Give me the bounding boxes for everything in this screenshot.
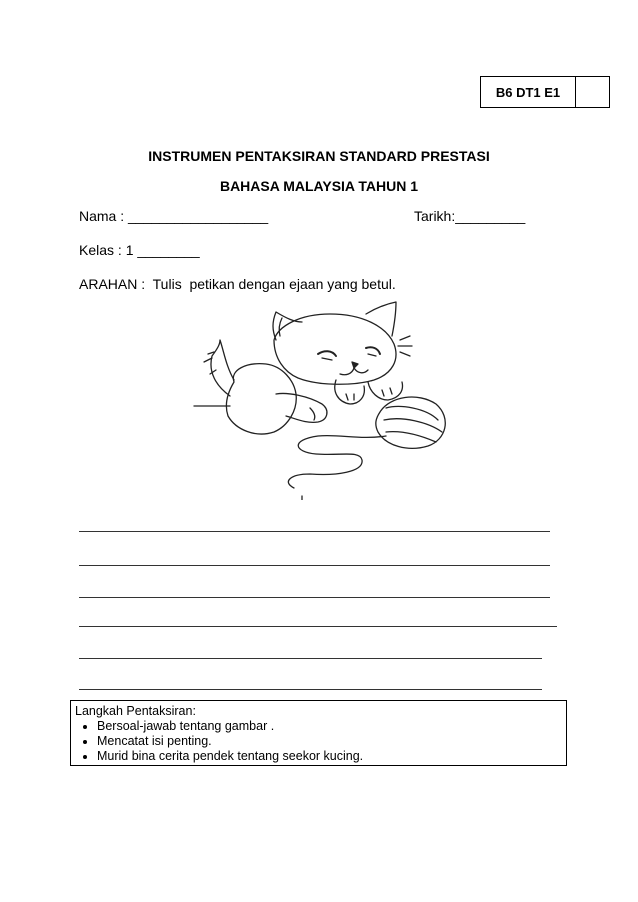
class-field: Kelas : 1 ________ (79, 242, 200, 258)
kitten-with-yarn-illustration (190, 300, 452, 500)
assessment-steps-box (70, 700, 567, 766)
instruction-text: ARAHAN : Tulis petikan dengan ejaan yang betul. (79, 276, 396, 292)
document-code: B6 DT1 E1 (481, 77, 576, 107)
writing-line[interactable] (79, 626, 557, 627)
document-subtitle: BAHASA MALAYSIA TAHUN 1 (219, 178, 419, 194)
assessment-steps-list (75, 719, 562, 764)
writing-line[interactable] (79, 531, 550, 532)
writing-line[interactable] (79, 597, 550, 598)
document-title: INSTRUMEN PENTAKSIRAN STANDARD PRESTASI (148, 148, 490, 164)
name-field: Nama : __________________ (79, 208, 269, 224)
assessment-step: • Bersoal-jawab tentang gambar . (97, 719, 562, 734)
writing-line[interactable] (79, 565, 550, 566)
code-empty-cell (576, 77, 609, 107)
assessment-step: • Murid bina cerita pendek tentang seekor kucing. (97, 749, 562, 764)
writing-line[interactable] (79, 658, 542, 659)
assessment-heading: Langkah Pentaksiran: (75, 704, 196, 718)
assessment-step: • Mencatat isi penting. (97, 734, 562, 749)
date-field: Tarikh:_________ (414, 208, 526, 224)
writing-line[interactable] (79, 689, 542, 690)
document-code-box (480, 76, 610, 108)
